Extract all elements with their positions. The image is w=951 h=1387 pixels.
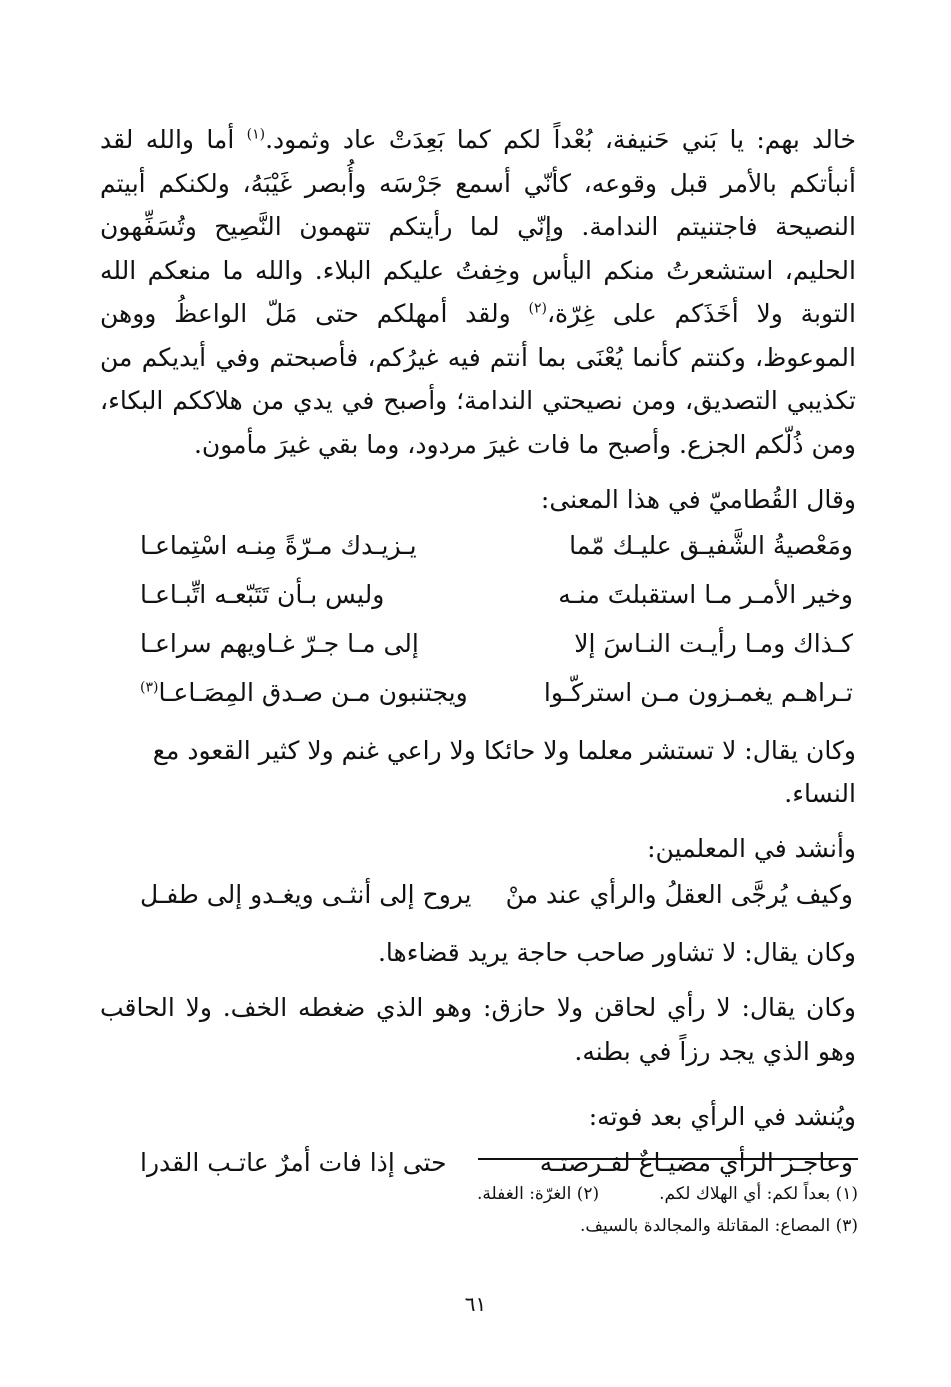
after-intro: ويُنشد في الرأي بعد فوته:: [588, 1102, 856, 1131]
footnote-1: (١) بعداً لكم: أي الهلاك لكم.: [659, 1184, 858, 1204]
footnotes: [100, 1178, 858, 1242]
footnote-mark-2: (٢): [528, 300, 547, 317]
saying-needy: وكان يقال: لا تشاور صاحب حاجة يريد قضاءها.: [377, 938, 856, 967]
verse-first-hemistich: كـذاك ومـا رأيـت النـاسَ إلا: [574, 629, 853, 658]
poem-verse: [100, 619, 856, 668]
verse-second-hemistich: يـزيـدك مـرّةً مِنـه اسْتِماعـا: [140, 531, 417, 560]
verse-first-hemistich: تـراهـم يغمـزون مـن استركّـوا: [543, 678, 853, 707]
speech-part-1: خالد بهم: يا بَني حَنيفة، بُعْداً لكم كما بَعِدَتْ عاد وثمود.: [265, 125, 856, 154]
khalid-speech: [100, 118, 856, 466]
verse-second-hemistich: وليس بـأن تَتَبّعـه اتِّبـاعـا: [140, 580, 385, 609]
verse-text: ويجتنبون مـن صـدق المِصَـاعـا: [158, 678, 468, 707]
verse-first-hemistich: وعاجـز الرأي مضيـاعٌ لفـرصتـه: [539, 1148, 853, 1177]
poem-verse: [100, 668, 856, 717]
saying-teachers-weavers: وكان يقال: لا تستشر معلما ولا حائكا ولا راعي غنم ولا كثير القعود مع النساء.: [152, 736, 856, 808]
poem-verse: [100, 570, 856, 619]
qutami-intro: وقال القُطاميّ في هذا المعنى:: [540, 485, 856, 514]
verse-second-hemistich: إلى مـا جـرّ غـاويهم سراعـا: [140, 629, 419, 658]
verse-first-hemistich: وكيف يُرجَّى العقلُ والرأي عند منْ: [505, 880, 853, 909]
verse-second-hemistich: حتى إذا فات أمرٌ عاتـب القدرا: [140, 1148, 447, 1177]
speech-part-2: أما والله لقد أنبأتكم بالأمر قبل وقوعه، كأنّي أسمع جَرْسَه وأُبصر غَيْبَهُ، ولكنكم أبيتم النصيحة فاجتنيتم الندامة. وإنّي لما رأيتكم تتهمون النَّصِيح وتُسَفِّهون الحليم، استشعرتُ منكم اليأس وخِفتُ عليكم البلاء. والله ما منعكم الله التوبة ولا أخَذَكم على غِرّة،: [100, 125, 856, 328]
footnote-mark-3: (٣): [140, 679, 159, 696]
verse-first-hemistich: وخير الأمـر مـا استقبلتَ منـه: [558, 580, 853, 609]
teachers-intro: وأنشد في المعلمين:: [647, 834, 856, 863]
verse-second-hemistich: يروح إلى أنثـى ويغـدو إلى طفـل: [140, 880, 472, 909]
footnote-3: (٣) المصاع: المقاتلة والمجالدة بالسيف.: [579, 1216, 858, 1236]
verse-second-hemistich: [140, 668, 468, 717]
footnote-2: (٢) الغرّة: الغفلة.: [476, 1184, 600, 1204]
footnote-divider: [478, 1158, 858, 1160]
poem-verse: [100, 521, 856, 570]
poem-verse: [100, 870, 856, 919]
footnote-mark-1: (١): [246, 126, 266, 143]
speech-part-3: ولقد أمهلكم حتى مَلّ الواعظُ ووهن الموعوظ، وكنتم كأنما يُعْنَى بما أنتم فيه غيرُكم، فأصبحتم وفي أيديكم من تكذيبي التصديق، ومن نصيحتي الندامة؛ وأصبح في يدي من هلاككم البكاء، ومن ذُلّكم الجزع. وأصبح ما فات غيرَ مردود، وما بقي غيرَ مأمون.: [100, 299, 856, 459]
page-number: ٦١: [464, 1292, 487, 1316]
verse-first-hemistich: ومَعْصيةُ الشَّفيـق عليـك مّما: [569, 531, 853, 560]
saying-haqin: وكان يقال: لا رأي لحاقن ولا حازق: وهو الذي ضغطه الخف. ولا الحاقب وهو الذي يجد رزاً في بطنه.: [100, 993, 856, 1066]
